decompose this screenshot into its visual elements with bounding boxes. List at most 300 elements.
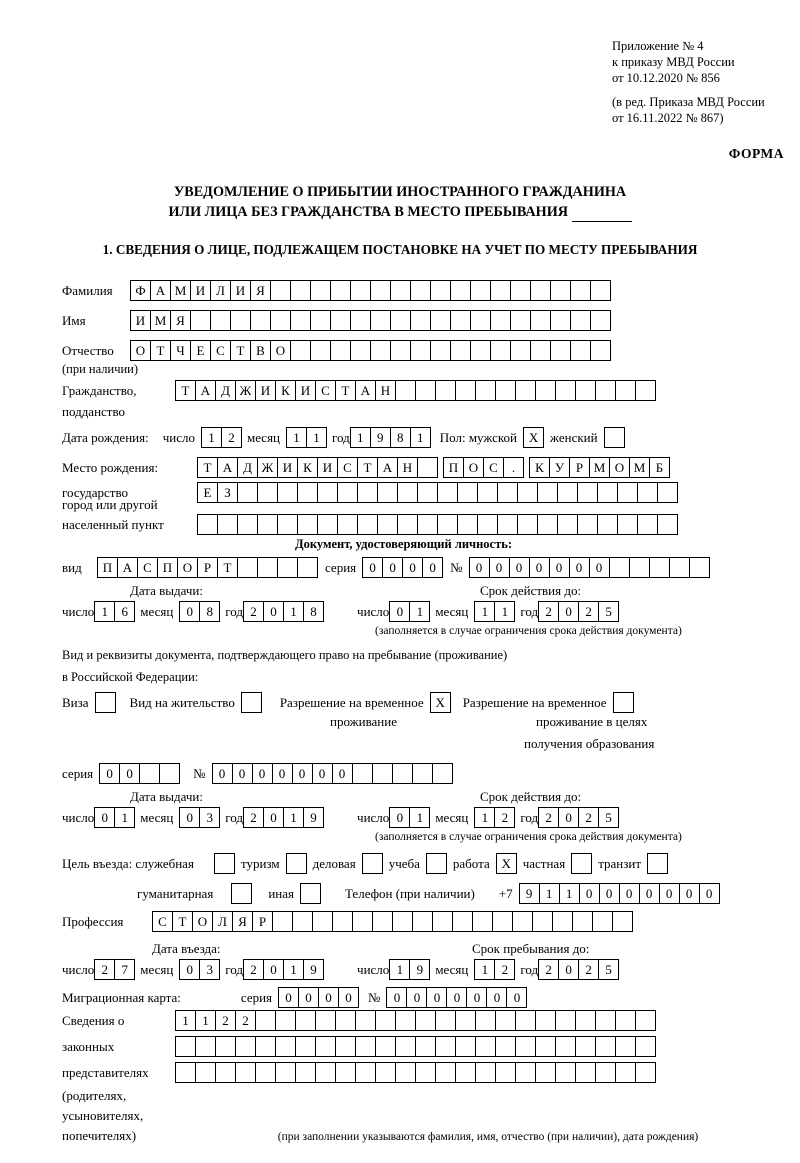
char-cell[interactable] — [455, 1036, 476, 1057]
char-cell[interactable] — [159, 763, 180, 784]
char-cell[interactable] — [357, 482, 378, 503]
stay-doc-valid-year-input[interactable] — [538, 807, 618, 828]
char-cell[interactable] — [237, 514, 258, 535]
char-cell[interactable] — [310, 280, 331, 301]
char-cell[interactable] — [515, 1062, 536, 1083]
char-cell[interactable]: 1 — [114, 807, 135, 828]
migration-card-number-input[interactable] — [386, 987, 526, 1008]
char-cell[interactable] — [577, 514, 598, 535]
char-cell[interactable] — [292, 911, 313, 932]
char-cell[interactable]: 2 — [578, 807, 599, 828]
char-cell[interactable] — [337, 482, 358, 503]
char-cell[interactable] — [515, 1036, 536, 1057]
id-doc-issue-day-input[interactable] — [94, 601, 134, 622]
char-cell[interactable] — [575, 1036, 596, 1057]
char-cell[interactable]: Я — [170, 310, 191, 331]
char-cell[interactable] — [139, 763, 160, 784]
char-cell[interactable] — [410, 340, 431, 361]
stay-doc-valid-month-input[interactable] — [474, 807, 514, 828]
char-cell[interactable] — [270, 310, 291, 331]
char-cell[interactable] — [657, 482, 678, 503]
char-cell[interactable]: Т — [335, 380, 356, 401]
char-cell[interactable]: В — [250, 340, 271, 361]
char-cell[interactable]: О — [130, 340, 151, 361]
char-cell[interactable] — [615, 380, 636, 401]
char-cell[interactable]: 0 — [679, 883, 700, 904]
entry-month-input[interactable] — [179, 959, 219, 980]
char-cell[interactable] — [415, 1036, 436, 1057]
char-cell[interactable]: А — [117, 557, 138, 578]
char-cell[interactable]: Д — [237, 457, 258, 478]
edu-residence-checkbox[interactable] — [613, 692, 634, 713]
char-cell[interactable]: 0 — [272, 763, 293, 784]
char-cell[interactable]: 0 — [99, 763, 120, 784]
char-cell[interactable]: Р — [197, 557, 218, 578]
char-cell[interactable] — [255, 1062, 276, 1083]
char-cell[interactable]: 0 — [558, 601, 579, 622]
char-cell[interactable] — [435, 1010, 456, 1031]
char-cell[interactable] — [595, 1062, 616, 1083]
char-cell[interactable] — [470, 280, 491, 301]
char-cell[interactable] — [257, 557, 278, 578]
char-cell[interactable] — [352, 763, 373, 784]
purpose-other-checkbox[interactable] — [300, 883, 321, 904]
char-cell[interactable]: 9 — [409, 959, 430, 980]
legal-rep-line3-input[interactable] — [175, 1062, 655, 1083]
char-cell[interactable]: 0 — [389, 807, 410, 828]
char-cell[interactable] — [312, 911, 333, 932]
char-cell[interactable] — [552, 911, 573, 932]
char-cell[interactable]: П — [443, 457, 464, 478]
char-cell[interactable] — [257, 514, 278, 535]
char-cell[interactable] — [495, 1010, 516, 1031]
char-cell[interactable]: Т — [175, 380, 196, 401]
char-cell[interactable] — [370, 340, 391, 361]
char-cell[interactable]: М — [629, 457, 650, 478]
char-cell[interactable] — [397, 514, 418, 535]
char-cell[interactable] — [495, 1036, 516, 1057]
birthplace-line3-input[interactable] — [197, 514, 677, 535]
char-cell[interactable]: С — [210, 340, 231, 361]
char-cell[interactable] — [237, 557, 258, 578]
char-cell[interactable]: 2 — [538, 807, 559, 828]
char-cell[interactable]: Л — [212, 911, 233, 932]
char-cell[interactable]: 0 — [506, 987, 527, 1008]
char-cell[interactable]: И — [130, 310, 151, 331]
char-cell[interactable]: 1 — [94, 601, 115, 622]
char-cell[interactable] — [575, 380, 596, 401]
legal-rep-line2-input[interactable] — [175, 1036, 655, 1057]
char-cell[interactable]: 2 — [494, 807, 515, 828]
char-cell[interactable] — [395, 1010, 416, 1031]
char-cell[interactable] — [317, 482, 338, 503]
char-cell[interactable]: 2 — [578, 959, 599, 980]
char-cell[interactable] — [470, 340, 491, 361]
char-cell[interactable]: 0 — [579, 883, 600, 904]
char-cell[interactable] — [530, 280, 551, 301]
char-cell[interactable]: 9 — [303, 807, 324, 828]
purpose-transit-checkbox[interactable] — [647, 853, 668, 874]
char-cell[interactable]: 0 — [389, 601, 410, 622]
char-cell[interactable] — [615, 1062, 636, 1083]
char-cell[interactable]: 1 — [474, 601, 495, 622]
char-cell[interactable]: 2 — [243, 959, 264, 980]
purpose-study-checkbox[interactable] — [426, 853, 447, 874]
char-cell[interactable] — [392, 911, 413, 932]
char-cell[interactable] — [410, 310, 431, 331]
char-cell[interactable] — [555, 380, 576, 401]
char-cell[interactable] — [275, 1062, 296, 1083]
char-cell[interactable] — [272, 911, 293, 932]
char-cell[interactable]: 0 — [659, 883, 680, 904]
char-cell[interactable]: 9 — [303, 959, 324, 980]
char-cell[interactable] — [395, 1062, 416, 1083]
char-cell[interactable] — [530, 310, 551, 331]
char-cell[interactable] — [517, 514, 538, 535]
char-cell[interactable] — [397, 482, 418, 503]
char-cell[interactable] — [617, 514, 638, 535]
char-cell[interactable]: М — [170, 280, 191, 301]
char-cell[interactable] — [175, 1062, 196, 1083]
profession-input[interactable] — [152, 911, 632, 932]
char-cell[interactable] — [370, 310, 391, 331]
char-cell[interactable] — [375, 1010, 396, 1031]
char-cell[interactable]: О — [192, 911, 213, 932]
char-cell[interactable] — [575, 1062, 596, 1083]
char-cell[interactable]: 0 — [94, 807, 115, 828]
char-cell[interactable]: 8 — [303, 601, 324, 622]
char-cell[interactable] — [450, 310, 471, 331]
char-cell[interactable] — [515, 1010, 536, 1031]
stay-doc-issue-day-input[interactable] — [94, 807, 134, 828]
char-cell[interactable] — [450, 340, 471, 361]
id-doc-kind-input[interactable] — [97, 557, 317, 578]
char-cell[interactable] — [590, 340, 611, 361]
char-cell[interactable]: Ф — [130, 280, 151, 301]
char-cell[interactable] — [532, 911, 553, 932]
char-cell[interactable] — [472, 911, 493, 932]
char-cell[interactable]: 0 — [382, 557, 403, 578]
char-cell[interactable] — [297, 514, 318, 535]
migration-card-series-input[interactable] — [278, 987, 358, 1008]
char-cell-group[interactable] — [197, 457, 437, 478]
char-cell[interactable] — [555, 1062, 576, 1083]
char-cell[interactable]: 0 — [179, 959, 200, 980]
char-cell[interactable]: 0 — [639, 883, 660, 904]
char-cell[interactable] — [410, 280, 431, 301]
char-cell[interactable]: М — [150, 310, 171, 331]
char-cell[interactable]: 5 — [598, 601, 619, 622]
char-cell[interactable] — [555, 1010, 576, 1031]
char-cell[interactable] — [595, 1010, 616, 1031]
char-cell[interactable] — [335, 1010, 356, 1031]
char-cell[interactable] — [590, 310, 611, 331]
char-cell[interactable] — [615, 1036, 636, 1057]
char-cell[interactable]: 0 — [422, 557, 443, 578]
char-cell[interactable] — [395, 1036, 416, 1057]
char-cell[interactable]: Д — [215, 380, 236, 401]
char-cell[interactable] — [390, 280, 411, 301]
char-cell[interactable] — [237, 482, 258, 503]
char-cell[interactable]: 1 — [409, 807, 430, 828]
char-cell[interactable] — [497, 482, 518, 503]
sex-female-checkbox[interactable] — [604, 427, 625, 448]
char-cell[interactable]: 0 — [298, 987, 319, 1008]
char-cell[interactable]: Н — [397, 457, 418, 478]
stay-month-input[interactable] — [474, 959, 514, 980]
char-cell[interactable]: 0 — [386, 987, 407, 1008]
char-cell[interactable] — [597, 514, 618, 535]
birthplace-line2-input[interactable] — [197, 482, 677, 503]
char-cell[interactable]: 0 — [212, 763, 233, 784]
char-cell[interactable] — [609, 557, 630, 578]
char-cell[interactable] — [355, 1010, 376, 1031]
char-cell[interactable] — [470, 310, 491, 331]
char-cell[interactable]: Ж — [257, 457, 278, 478]
char-cell[interactable] — [475, 1010, 496, 1031]
char-cell[interactable] — [432, 911, 453, 932]
char-cell[interactable] — [277, 514, 298, 535]
char-cell[interactable] — [535, 1062, 556, 1083]
stay-year-input[interactable] — [538, 959, 618, 980]
char-cell[interactable] — [510, 280, 531, 301]
char-cell[interactable]: 0 — [362, 557, 383, 578]
char-cell[interactable] — [635, 1036, 656, 1057]
char-cell[interactable] — [215, 1062, 236, 1083]
char-cell[interactable] — [275, 1010, 296, 1031]
residence-permit-checkbox[interactable] — [241, 692, 262, 713]
char-cell[interactable]: 0 — [406, 987, 427, 1008]
char-cell[interactable]: 0 — [263, 601, 284, 622]
purpose-tourism-checkbox[interactable] — [286, 853, 307, 874]
phone-input[interactable] — [519, 883, 719, 904]
char-cell[interactable] — [592, 911, 613, 932]
char-cell[interactable] — [475, 1062, 496, 1083]
char-cell[interactable] — [215, 1036, 236, 1057]
char-cell[interactable] — [637, 482, 658, 503]
char-cell[interactable] — [415, 380, 436, 401]
char-cell[interactable] — [455, 1010, 476, 1031]
char-cell[interactable]: 0 — [292, 763, 313, 784]
char-cell[interactable] — [535, 1036, 556, 1057]
char-cell[interactable]: 1 — [474, 959, 495, 980]
char-cell[interactable]: И — [230, 280, 251, 301]
char-cell[interactable]: О — [177, 557, 198, 578]
char-cell[interactable] — [297, 557, 318, 578]
char-cell[interactable] — [629, 557, 650, 578]
char-cell[interactable] — [635, 1062, 656, 1083]
char-cell[interactable] — [635, 1010, 656, 1031]
char-cell[interactable] — [295, 1062, 316, 1083]
char-cell[interactable] — [317, 514, 338, 535]
entry-day-input[interactable] — [94, 959, 134, 980]
citizenship-input[interactable] — [175, 380, 655, 401]
char-cell[interactable] — [555, 1036, 576, 1057]
char-cell[interactable]: О — [463, 457, 484, 478]
char-cell[interactable]: Ж — [235, 380, 256, 401]
char-cell[interactable] — [435, 1036, 456, 1057]
purpose-humanitarian-checkbox[interactable] — [231, 883, 252, 904]
char-cell[interactable]: 7 — [114, 959, 135, 980]
char-cell-group[interactable] — [443, 457, 523, 478]
char-cell[interactable] — [495, 380, 516, 401]
char-cell[interactable] — [210, 310, 231, 331]
char-cell[interactable]: 0 — [252, 763, 273, 784]
purpose-work-checkbox[interactable]: X — [496, 853, 517, 874]
birth-year-input[interactable] — [350, 427, 430, 448]
stay-doc-issue-year-input[interactable] — [243, 807, 323, 828]
char-cell[interactable] — [235, 1036, 256, 1057]
char-cell[interactable]: 1 — [494, 601, 515, 622]
char-cell[interactable] — [615, 1010, 636, 1031]
char-cell[interactable] — [415, 1010, 436, 1031]
char-cell[interactable] — [310, 340, 331, 361]
char-cell[interactable] — [455, 380, 476, 401]
char-cell[interactable] — [417, 457, 438, 478]
patronymic-input[interactable] — [130, 340, 610, 361]
char-cell[interactable]: Т — [172, 911, 193, 932]
char-cell[interactable] — [350, 340, 371, 361]
char-cell[interactable]: 2 — [243, 807, 264, 828]
char-cell[interactable]: И — [255, 380, 276, 401]
char-cell[interactable] — [290, 310, 311, 331]
char-cell[interactable]: 1 — [283, 601, 304, 622]
char-cell[interactable] — [689, 557, 710, 578]
char-cell[interactable] — [537, 482, 558, 503]
char-cell[interactable] — [310, 310, 331, 331]
char-cell[interactable] — [435, 1062, 456, 1083]
char-cell[interactable] — [432, 763, 453, 784]
char-cell[interactable] — [492, 911, 513, 932]
char-cell[interactable]: Л — [210, 280, 231, 301]
name-input[interactable] — [130, 310, 610, 331]
char-cell[interactable] — [595, 380, 616, 401]
char-cell[interactable]: 0 — [119, 763, 140, 784]
char-cell[interactable]: 0 — [232, 763, 253, 784]
char-cell[interactable] — [450, 280, 471, 301]
char-cell[interactable]: 0 — [446, 987, 467, 1008]
char-cell[interactable]: 2 — [215, 1010, 236, 1031]
char-cell[interactable]: 0 — [179, 807, 200, 828]
char-cell[interactable] — [230, 310, 251, 331]
char-cell[interactable]: 1 — [283, 807, 304, 828]
id-doc-number-input[interactable] — [469, 557, 709, 578]
char-cell[interactable] — [477, 482, 498, 503]
char-cell[interactable] — [335, 1036, 356, 1057]
id-doc-issue-month-input[interactable] — [179, 601, 219, 622]
char-cell[interactable]: 0 — [509, 557, 530, 578]
char-cell[interactable] — [535, 380, 556, 401]
char-cell[interactable]: 0 — [599, 883, 620, 904]
char-cell[interactable] — [315, 1036, 336, 1057]
char-cell[interactable] — [457, 514, 478, 535]
char-cell[interactable]: 2 — [235, 1010, 256, 1031]
char-cell[interactable]: 0 — [312, 763, 333, 784]
char-cell[interactable]: 0 — [426, 987, 447, 1008]
char-cell[interactable]: 0 — [332, 763, 353, 784]
char-cell[interactable]: Я — [250, 280, 271, 301]
char-cell[interactable]: М — [589, 457, 610, 478]
sex-male-checkbox[interactable]: X — [523, 427, 544, 448]
char-cell[interactable]: 2 — [243, 601, 264, 622]
char-cell[interactable] — [617, 482, 638, 503]
char-cell[interactable] — [190, 310, 211, 331]
char-cell[interactable] — [377, 514, 398, 535]
char-cell[interactable]: К — [297, 457, 318, 478]
char-cell[interactable] — [350, 280, 371, 301]
char-cell[interactable] — [490, 280, 511, 301]
char-cell[interactable] — [375, 1036, 396, 1057]
char-cell[interactable]: И — [295, 380, 316, 401]
id-doc-valid-year-input[interactable] — [538, 601, 618, 622]
char-cell[interactable]: Т — [217, 557, 238, 578]
char-cell[interactable]: Р — [569, 457, 590, 478]
char-cell[interactable] — [297, 482, 318, 503]
char-cell[interactable] — [217, 514, 238, 535]
char-cell[interactable] — [430, 340, 451, 361]
char-cell[interactable] — [315, 1010, 336, 1031]
char-cell[interactable] — [390, 310, 411, 331]
char-cell[interactable] — [490, 310, 511, 331]
char-cell[interactable]: 9 — [370, 427, 391, 448]
char-cell[interactable] — [195, 1062, 216, 1083]
char-cell[interactable] — [557, 514, 578, 535]
char-cell[interactable] — [477, 514, 498, 535]
char-cell[interactable]: 1 — [286, 427, 307, 448]
char-cell[interactable] — [357, 514, 378, 535]
char-cell[interactable]: 8 — [390, 427, 411, 448]
char-cell[interactable] — [612, 911, 633, 932]
char-cell[interactable]: 2 — [221, 427, 242, 448]
birth-day-input[interactable] — [201, 427, 241, 448]
char-cell[interactable]: Т — [230, 340, 251, 361]
char-cell[interactable]: 0 — [558, 959, 579, 980]
char-cell[interactable]: 6 — [114, 601, 135, 622]
char-cell-group[interactable] — [529, 457, 669, 478]
char-cell[interactable]: И — [277, 457, 298, 478]
char-cell[interactable] — [275, 1036, 296, 1057]
char-cell[interactable]: О — [270, 340, 291, 361]
char-cell[interactable]: 1 — [474, 807, 495, 828]
char-cell[interactable]: А — [217, 457, 238, 478]
char-cell[interactable] — [570, 340, 591, 361]
char-cell[interactable] — [335, 1062, 356, 1083]
char-cell[interactable]: 0 — [699, 883, 720, 904]
char-cell[interactable] — [475, 1036, 496, 1057]
char-cell[interactable]: А — [150, 280, 171, 301]
birth-month-input[interactable] — [286, 427, 326, 448]
char-cell[interactable] — [512, 911, 533, 932]
char-cell[interactable] — [255, 1010, 276, 1031]
char-cell[interactable] — [295, 1036, 316, 1057]
char-cell[interactable] — [575, 1010, 596, 1031]
char-cell[interactable]: 2 — [578, 601, 599, 622]
legal-rep-line1-input[interactable] — [175, 1010, 655, 1031]
char-cell[interactable]: Б — [649, 457, 670, 478]
char-cell[interactable] — [390, 340, 411, 361]
char-cell[interactable] — [250, 310, 271, 331]
stay-doc-issue-month-input[interactable] — [179, 807, 219, 828]
char-cell[interactable]: 1 — [306, 427, 327, 448]
char-cell[interactable]: 0 — [489, 557, 510, 578]
char-cell[interactable]: 2 — [538, 601, 559, 622]
char-cell[interactable] — [255, 1036, 276, 1057]
char-cell[interactable] — [490, 340, 511, 361]
char-cell[interactable] — [570, 280, 591, 301]
char-cell[interactable]: 1 — [410, 427, 431, 448]
char-cell[interactable] — [515, 380, 536, 401]
char-cell[interactable] — [649, 557, 670, 578]
